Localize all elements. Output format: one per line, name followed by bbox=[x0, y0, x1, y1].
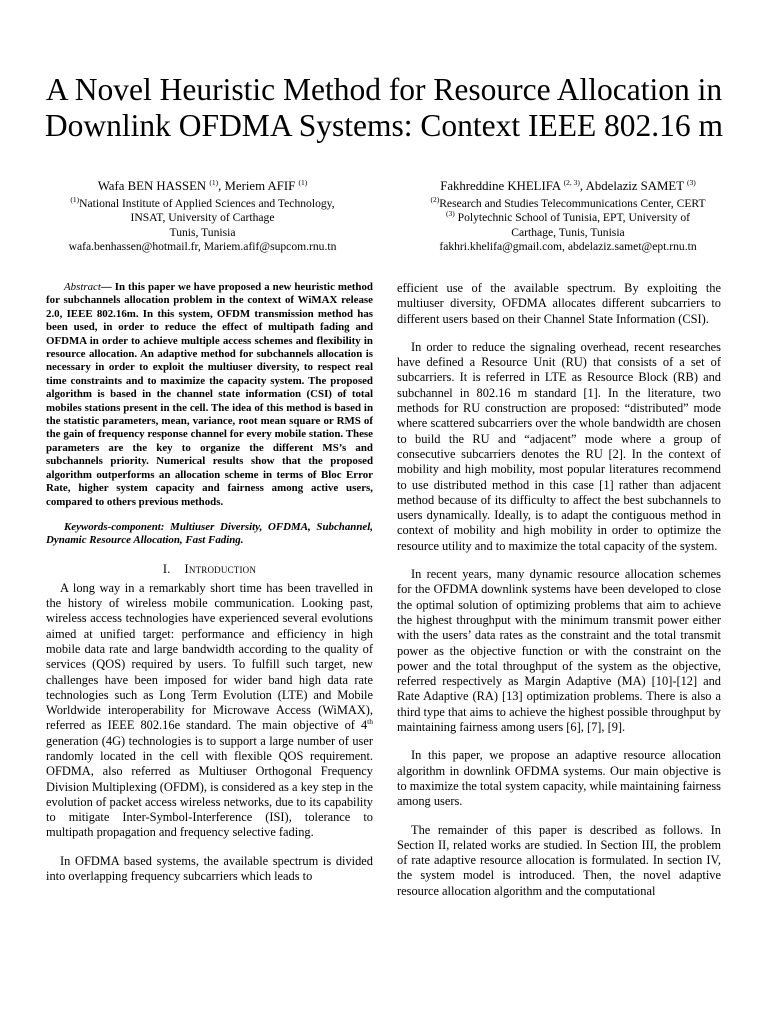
affiliation-superscript: (1) bbox=[70, 195, 80, 204]
affiliation-line: Tunis, Tunisia bbox=[169, 225, 236, 239]
body-paragraph: In this paper, we propose an adaptive resource allocation algorithm in downlink OFDMA systems. Our main objective is to maximize the total system capacity, while maintaining fairness among users. bbox=[397, 748, 721, 809]
author-superscript: (1) bbox=[298, 178, 308, 187]
abstract-dash: — bbox=[100, 281, 115, 293]
author-email: fakhri.khelifa@gmail.com, abdelaziz.samet@ept.rnu.tn bbox=[439, 239, 697, 253]
column-right bbox=[397, 281, 721, 899]
body-paragraph: A long way in a remarkably short time has been travelled in the history of wireless mobile communication. Looking past, wireless access technologies have experienced several evolutions aimed at unified target: performance and efficiency in high mobile data rate and large bandwidth according to the quality of services (QOS) required by users. To fulfill such target, new challenges have been imposed for wider band high data rate technologies such as Long Term Evolution (LTE) and Mobile Worldwide interoperability for Microwave Access (WiMAX), referred as IEEE 802.16e standard. The main objective of 4th generation (4G) technologies is to support a large number of user randomly located in the cell with flexible QOS requirement. OFDMA, also referred as Multiuser Orthogonal Frequency Division Multiplexing (OFDM), is considered as a key step in the evolution of packet access wireless networks, due to its capability to mitigate Inter-Symbol-Interference (ISI), tolerance to multipath propagation and frequency selective fading. bbox=[46, 580, 373, 840]
abstract-text: In this paper we have proposed a new heuristic method for subchannels allocation problem in the context of WiMAX release 2.0, IEEE 802.16m. In this system, OFDM transmission method has been used, in order to reduce the effect of multipath fading and OFDMA in order to achieve multiple access schemes and flexibility in resource allocation. An adaptive method for subchannels allocation is necessary in order to exploit the multiuser diversity, to respect real time constraints and to maximize the capacity system. The proposed algorithm is based in the channel state information (CSI) of total mobiles stations present in the cell. The idea of this method is based in the statistic parameters, mean, variance, root mean square or RMS of the gain of frequency response channel for every mobile station. These parameters are the key to organize the different MS’s and subchannels priority. Numerical results show that the proposed algorithm outperforms an allocation scheme in terms of Bloc Error Rate, higher system capacity and fairness among active users, compared to others previous methods. bbox=[46, 281, 373, 508]
author-block-left bbox=[20, 178, 385, 254]
body-paragraph: In OFDMA based systems, the available spectrum is divided into overlapping frequency subcarriers which leads to bbox=[46, 853, 373, 884]
author-name: Fakhreddine KHELIFA bbox=[440, 179, 561, 193]
author-name: Wafa BEN HASSEN bbox=[97, 179, 207, 193]
author-superscript: (2, 3) bbox=[563, 178, 580, 187]
affiliation-superscript: (2) bbox=[430, 195, 440, 204]
author-email: wafa.benhassen@hotmail.fr, Mariem.afif@supcom.rnu.tn bbox=[68, 239, 337, 253]
author-name: Abdelaziz SAMET bbox=[585, 179, 684, 193]
affiliation-line: Carthage, Tunis, Tunisia bbox=[511, 225, 625, 239]
author-separator: , bbox=[579, 179, 586, 193]
author-superscript: (1) bbox=[209, 178, 219, 187]
body-paragraph: In recent years, many dynamic resource allocation schemes for the OFDMA downlink systems have been developed to close the optimal solution of optimizing problems that aim to achieve the highest throughput with the minimum transmit power either with the users’ data rates as the constraint and the total transmit power as the objective function or with the constraint on the power and the total throughput of the system as the objective, referred respectively as Margin Adaptive (MA) [10]-[12] and Rate Adaptive (RA) [13] optimization problems. There is also a third type that aims to achieve the highest possible throughput by maintaining fairness among users [6], [7], [9]. bbox=[397, 567, 721, 735]
author-name: Meriem AFIF bbox=[224, 179, 296, 193]
affiliation-line: $^{(2)}$Research and Studies Telecommunications Center, CERT bbox=[430, 195, 706, 210]
section-heading-introduction bbox=[46, 562, 373, 577]
section-title-first-letter: I bbox=[184, 561, 189, 576]
author-block-right bbox=[390, 178, 746, 254]
affiliation-line: $^{(1)}$National Institute of Applied Sciences and Technology, bbox=[70, 195, 335, 210]
abstract bbox=[46, 281, 373, 509]
abstract-lead: Abstract bbox=[64, 281, 101, 293]
keywords: Keywords-component: Multiuser Diversity, OFDMA, Subchannel, Dynamic Resource Allocation, Fast Fading. bbox=[46, 520, 373, 547]
section-title-rest: ntroduction bbox=[188, 561, 257, 576]
affiliation-superscript: (3) bbox=[446, 209, 455, 219]
author-superscript: (3) bbox=[687, 178, 696, 187]
paper-title: A Novel Heuristic Method for Resource Allocation in Downlink OFDMA Systems: Context IEEE 802.16 m bbox=[44, 72, 724, 143]
body-paragraph: The remainder of this paper is described as follows. In Section II, related works are studied. In Section III, the problem of rate adaptive resource allocation is formulated. In section IV, the system model is introduced. Then, the novel adaptive resource allocation algorithm and the computational bbox=[397, 822, 721, 898]
author-separator: , bbox=[218, 179, 225, 193]
superscript: th bbox=[367, 717, 373, 727]
affiliation-line: $^{(3)}$ Polytechnic School of Tunisia, EPT, University of bbox=[446, 209, 690, 225]
section-number: I. bbox=[162, 561, 171, 576]
affiliation-line: INSAT, University of Carthage bbox=[130, 211, 275, 225]
author-names-right bbox=[390, 178, 746, 194]
body-paragraph: In order to reduce the signaling overhead, recent researches have defined a Resource Unit (RU) that consists of a set of subcarriers. It is referred in LTE as Resource Block (RB) and subchannel in 802.16 m standard [1]. In the literature, two methods for RU construction are proposed: “distributed” mode where scattered subcarriers over the whole bandwidth are chosen to build the RU and “adjacent” mode where a group of consecutive subcarriers denotes the RU [2]. In the context of mobility and high mobility, most popular literatures recommend to use distributed method in this case [1] rather than adjacent method because of its difficulty to affect the best subchannels to users dynamically. Ideally, is to adapt the contiguous method in context of mobility and high mobility in order to optimize the resource utility and to maximize the total capacity of the system. bbox=[397, 339, 721, 553]
body-paragraph: efficient use of the available spectrum. By exploiting the multiuser diversity, OFDMA allocates different subcarriers to different users based on their Channel State Information (CSI). bbox=[397, 281, 721, 326]
column-left bbox=[46, 281, 373, 884]
author-names-left bbox=[20, 178, 385, 194]
